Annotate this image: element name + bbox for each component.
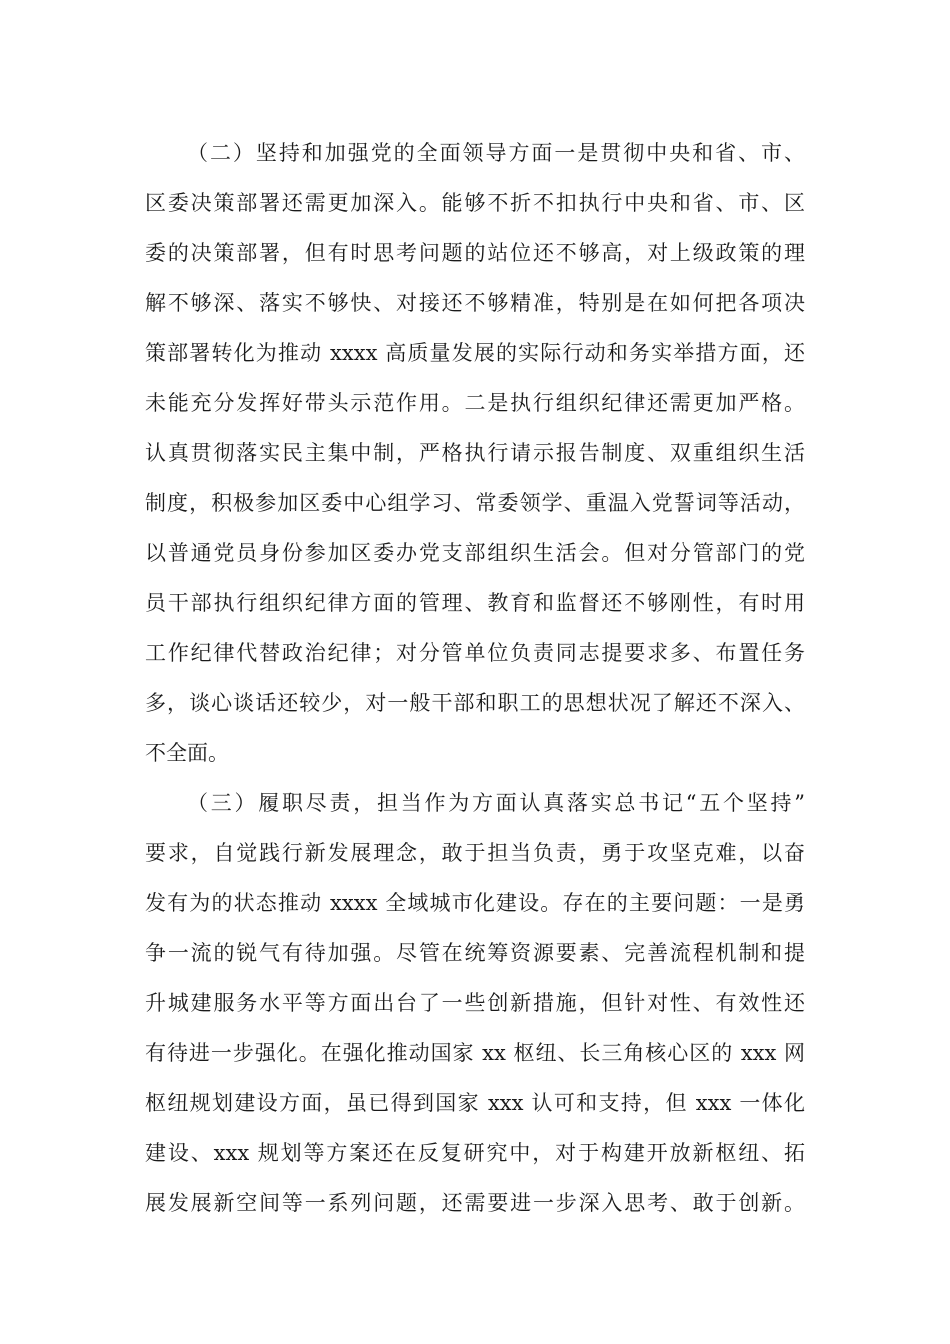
- paragraph-line: 争一流的锐气有待加强。尽管在统筹资源要素、完善流程机制和提: [145, 941, 805, 965]
- paragraph-line: 制度，积极参加区委中心组学习、常委领学、重温入党誓词等活动，: [145, 491, 805, 515]
- paragraph-line: 升城建服务水平等方面出台了一些创新措施，但针对性、有效性还: [145, 991, 805, 1015]
- paragraph-line: 枢纽规划建设方面，虽已得到国家 xxx 认可和支持，但 xxx 一体化: [145, 1091, 805, 1115]
- paragraph-line: 展发展新空间等一系列问题，还需要进一步深入思考、敢于创新。: [145, 1191, 805, 1215]
- paragraph-line: 策部署转化为推动 xxxx 高质量发展的实际行动和务实举措方面，还: [145, 341, 805, 365]
- paragraph-line: 以普通党员身份参加区委办党支部组织生活会。但对分管部门的党: [145, 541, 805, 565]
- paragraph-line: 员干部执行组织纪律方面的管理、教育和监督还不够刚性，有时用: [145, 591, 805, 615]
- paragraph-line: 工作纪律代替政治纪律；对分管单位负责同志提要求多、布置任务: [145, 641, 805, 665]
- paragraph-line: 不全面。: [145, 741, 229, 765]
- paragraph-line: 委的决策部署，但有时思考问题的站位还不够高，对上级政策的理: [145, 241, 805, 265]
- paragraph-line: 要求，自觉践行新发展理念，敢于担当负责，勇于攻坚克难，以奋: [145, 841, 805, 865]
- paragraph-line: （二）坚持和加强党的全面领导方面一是贯彻中央和省、市、: [187, 141, 805, 165]
- paragraph-line: 发有为的状态推动 xxxx 全域城市化建设。存在的主要问题：一是勇: [145, 891, 805, 915]
- paragraph-line: 解不够深、落实不够快、对接还不够精准，特别是在如何把各项决: [145, 291, 805, 315]
- paragraph-line: 多，谈心谈话还较少，对一般干部和职工的思想状况了解还不深入、: [145, 691, 805, 715]
- paragraph-line: 区委决策部署还需更加深入。能够不折不扣执行中央和省、市、区: [145, 191, 805, 215]
- paragraph-line: （三）履职尽责，担当作为方面认真落实总书记“五个坚持”: [187, 791, 805, 815]
- paragraph-line: 未能充分发挥好带头示范作用。二是执行组织纪律还需更加严格。: [145, 391, 805, 415]
- paragraph-line: 认真贯彻落实民主集中制，严格执行请示报告制度、双重组织生活: [145, 441, 805, 465]
- paragraph-line: 有待进一步强化。在强化推动国家 xx 枢纽、长三角核心区的 xxx 网: [145, 1041, 805, 1065]
- paragraph-line: 建设、xxx 规划等方案还在反复研究中，对于构建开放新枢纽、拓: [145, 1141, 805, 1165]
